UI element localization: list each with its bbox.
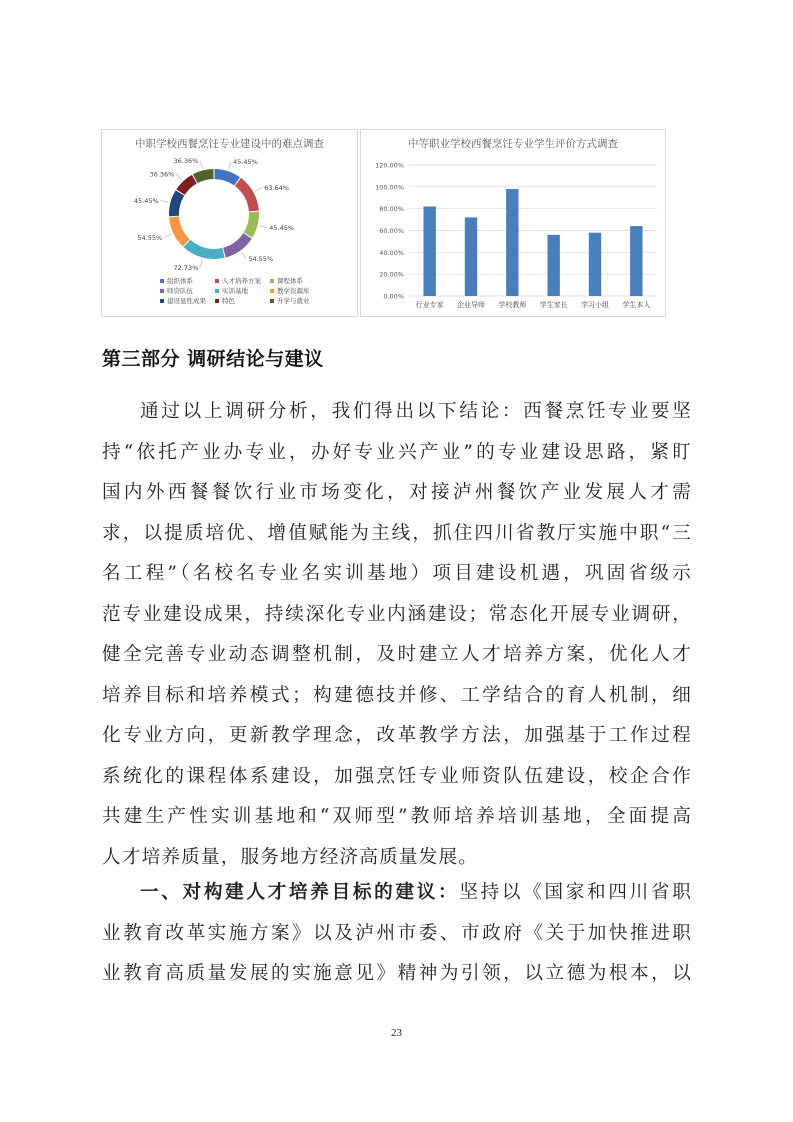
- paragraph-line: 业教育改革实施方案》以及泸州市委、市政府《关于加快推进职: [102, 922, 692, 944]
- paragraph-line: 共建生产性实训基地和“双师型”教师培养培训基地，全面提高: [102, 806, 692, 827]
- legend-item: [270, 276, 325, 285]
- legend-swatch: [270, 289, 274, 293]
- leader-line: [260, 226, 268, 228]
- legend-label: 特色: [222, 297, 235, 305]
- legend-swatch: [215, 289, 219, 293]
- donut-data-label: 54.55%: [137, 233, 163, 242]
- legend-label: 师资队伍: [167, 287, 193, 295]
- donut-data-label: 45.45%: [232, 158, 258, 167]
- donut-slice: [169, 190, 184, 216]
- legend-label: 课程体系: [277, 277, 303, 285]
- conclusion-paragraph: [102, 392, 692, 878]
- leader-line: [176, 174, 181, 180]
- legend-item: [160, 276, 215, 285]
- bar: [630, 226, 642, 296]
- y-tick-label: 80.00%: [379, 205, 404, 214]
- leader-line: [242, 252, 247, 258]
- donut-slice: [176, 175, 196, 195]
- donut-chart-panel: [101, 129, 358, 317]
- leader-line: [255, 188, 262, 192]
- legend-label: 升学与就业: [277, 297, 310, 305]
- legend-swatch: [160, 299, 164, 303]
- paragraph-line: 名工程”（名校名专业名实训基地）项目建设机遇，巩固省级示: [102, 563, 692, 584]
- legend-label: 实训基地: [222, 287, 248, 295]
- donut-data-label: 72.73%: [173, 263, 199, 272]
- x-tick-label: 学习小组: [581, 301, 609, 309]
- recommendation-first-line: 坚持以《国家和四川省职: [459, 882, 692, 903]
- legend-item: [270, 296, 325, 305]
- legend-item: [160, 286, 215, 295]
- donut-legend: [160, 276, 325, 305]
- legend-swatch: [270, 299, 274, 303]
- donut-data-label: 36.36%: [173, 157, 199, 166]
- paragraph-line: 健全完善专业动态调整机制，及时建立人才培养方案，优化人才: [102, 644, 692, 665]
- donut-data-label: 63.64%: [264, 184, 289, 193]
- x-tick-label: 学校教师: [498, 301, 527, 309]
- bar: [589, 233, 601, 296]
- y-tick-label: 40.00%: [379, 248, 404, 257]
- x-tick-label: 行业专家: [415, 301, 444, 309]
- donut-data-label: 36.36%: [149, 170, 175, 179]
- paragraph-line: 持“依托产业办专业，办好专业兴产业”的专业建设思路，紧盯: [102, 441, 692, 463]
- paragraph-line: 业教育高质量发展的实施意见》精神为引领，以立德为根本，以: [102, 963, 692, 984]
- bar: [547, 235, 559, 296]
- donut-slice: [169, 217, 190, 247]
- legend-swatch: [270, 279, 274, 283]
- paragraph-line: 国内外西餐餐饮行业市场变化，对接泸州餐饮产业发展人才需: [102, 482, 692, 503]
- donut-slice: [193, 169, 214, 183]
- legend-item: [215, 286, 270, 295]
- recommendation-paragraph: [102, 873, 692, 995]
- bar: [423, 206, 435, 296]
- bar-chart-title: 中等职业学校西餐烹饪专业学生评价方式调查: [408, 138, 618, 150]
- paragraph-line: 系统化的课程体系建设，加强烹饪专业师资队伍建设，校企合作: [102, 765, 692, 787]
- paragraph-line: 求，以提质培优、增值赋能为主线，抓住四川省教厅实施中职“三: [102, 522, 692, 544]
- page-number: 23: [391, 1027, 402, 1039]
- donut-data-label: 54.55%: [248, 254, 274, 263]
- donut-chart: [102, 130, 357, 275]
- leader-line: [200, 161, 202, 169]
- bar-chart-panel: [360, 129, 666, 317]
- donut-slice: [235, 178, 259, 211]
- y-tick-label: 60.00%: [379, 227, 404, 235]
- legend-label: 建设显性成果: [167, 297, 206, 305]
- legend-label: 组织体系: [167, 277, 193, 285]
- paragraph-line: [102, 873, 692, 914]
- donut-slice: [244, 212, 259, 238]
- bar: [465, 217, 477, 296]
- y-tick-label: 20.00%: [379, 270, 404, 279]
- bar-chart: [361, 130, 665, 316]
- donut-chart-title: 中职学校西餐烹饪专业建设中的难点调查: [135, 138, 324, 150]
- x-tick-label: 企业导师: [457, 301, 485, 309]
- section-heading: 第三部分 调研结论与建议: [102, 348, 324, 370]
- paragraph-line: 人才培养质量，服务地方经济高质量发展。: [102, 846, 479, 868]
- leader-line: [229, 162, 231, 170]
- donut-slice: [184, 240, 225, 259]
- y-tick-label: 120.00%: [375, 161, 404, 170]
- paragraph-line: 培养目标和培养模式；构建德技并修、工学结合的育人机制，细: [102, 684, 692, 706]
- legend-label: 教学资源库: [277, 287, 310, 295]
- paragraph-line: 化专业方向，更新教学理念，改革教学方法，加强基于工作过程: [102, 725, 692, 746]
- legend-item: [160, 296, 215, 305]
- bar: [506, 189, 518, 296]
- donut-data-label: 45.45%: [269, 224, 295, 233]
- legend-label: 人才培养方案: [222, 277, 261, 285]
- donut-slice: [214, 169, 240, 185]
- x-tick-label: 学生家长: [539, 301, 568, 309]
- legend-item: [215, 296, 270, 305]
- legend-swatch: [215, 299, 219, 303]
- paragraph-line: 通过以上调研分析，我们得出以下结论：西餐烹饪专业要坚: [140, 401, 692, 422]
- donut-slice: [223, 233, 252, 257]
- donut-data-label: 45.45%: [133, 196, 159, 205]
- recommendation-lead: 一、对构建人才培养目标的建议：: [140, 882, 460, 903]
- leader-line: [161, 200, 169, 202]
- paragraph-line: 范专业建设成果，持续深化专业内涵建设；常态化开展专业调研，: [102, 603, 692, 625]
- leader-line: [200, 260, 202, 268]
- legend-swatch: [160, 289, 164, 293]
- legend-swatch: [160, 279, 164, 283]
- legend-swatch: [215, 279, 219, 283]
- x-tick-label: 学生本人: [622, 301, 651, 309]
- legend-item: [270, 286, 325, 295]
- leader-line: [164, 234, 171, 237]
- y-tick-label: 100.00%: [375, 183, 404, 192]
- legend-item: [215, 276, 270, 285]
- y-tick-label: 0.00%: [383, 292, 404, 301]
